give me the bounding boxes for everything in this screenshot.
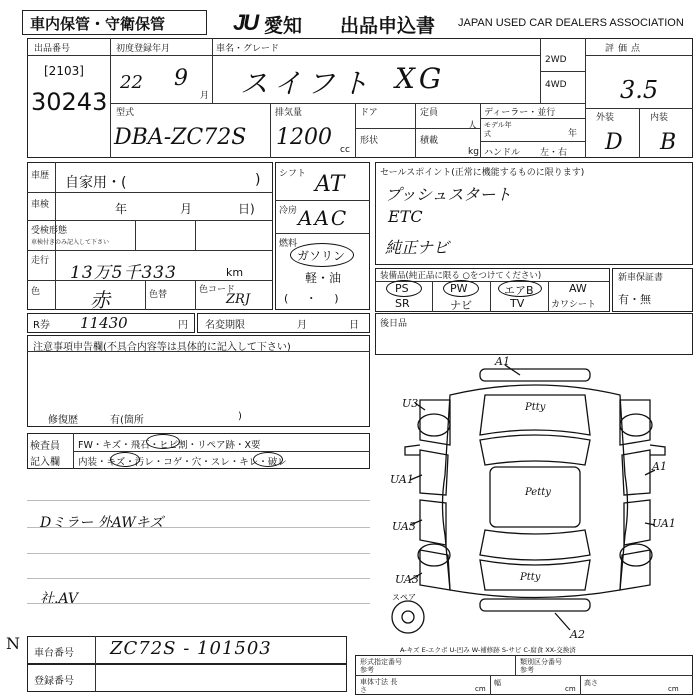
name-change-label: 名変期限 bbox=[205, 320, 245, 331]
mark-right-rear-door: UA1 bbox=[652, 517, 676, 530]
recycle-value: 11430 bbox=[80, 314, 128, 332]
recycle-unit: 円 bbox=[178, 320, 188, 331]
spec-model-number: 形式指定番号 参考 bbox=[360, 658, 402, 674]
receipt-label: 受検形態 bbox=[31, 226, 68, 236]
spec-width: 幅 bbox=[494, 679, 501, 687]
mileage-value: 13万5千333 bbox=[70, 263, 177, 283]
mileage-unit: km bbox=[226, 266, 244, 279]
exterior-score: D bbox=[605, 130, 623, 155]
spec-height: 高さ bbox=[584, 679, 598, 687]
inspection-label: 車検 bbox=[31, 200, 50, 210]
equip-ps: PS bbox=[395, 282, 409, 295]
lot-label: 出品番号 bbox=[34, 44, 71, 54]
repair-close: ) bbox=[238, 411, 242, 422]
equip-navi: ナビ bbox=[450, 299, 472, 312]
handle-label: ハンドル bbox=[484, 148, 521, 158]
warranty-label: 新車保証書 bbox=[618, 273, 664, 283]
capacity-label: 定員 bbox=[420, 108, 439, 118]
stone-chip-circle bbox=[146, 434, 180, 449]
mark-right-front-door: A1 bbox=[652, 460, 667, 473]
mark-left-rear-door: UA3 bbox=[392, 520, 416, 533]
fuel-gasoline: ガソリン bbox=[297, 249, 346, 263]
remark-1: Dミラー 外AWキズ bbox=[40, 515, 164, 531]
registration-month-suffix: 月 bbox=[200, 91, 210, 101]
spec-length: 車体寸法 長さ bbox=[360, 678, 398, 694]
inspector-line-1: FW・キズ・飛石・ヒビ割・リペア跡・X要 bbox=[78, 440, 261, 451]
color-label: 色 bbox=[31, 287, 41, 297]
equip-airbag: エアB bbox=[504, 284, 534, 297]
history-close: ) bbox=[255, 172, 261, 188]
inspector-label-1: 検査員 bbox=[30, 441, 60, 452]
repair-label: 修復歴 bbox=[48, 415, 78, 426]
notes-label: 注意事項申告欄(不具合内容等は具体的に記入して下さい) bbox=[33, 342, 291, 353]
equip-tv: TV bbox=[510, 297, 525, 310]
label-hood: Ptty bbox=[525, 402, 546, 413]
warranty-value: 有・無 bbox=[618, 293, 651, 306]
remark-2: 社.AV bbox=[40, 591, 78, 607]
load-unit: kg bbox=[468, 147, 479, 157]
equip-aw: AW bbox=[569, 282, 587, 295]
spare-label: スペア bbox=[392, 593, 416, 602]
interior-score: B bbox=[660, 130, 677, 155]
fuel-label: 燃料 bbox=[279, 239, 298, 249]
equipment-label: 装備品(純正品に限る ○をつけてください) bbox=[380, 271, 542, 281]
score-value: 3.5 bbox=[620, 76, 659, 104]
label-trunk: Ptty bbox=[520, 572, 541, 583]
mileage-label: 走行 bbox=[31, 256, 50, 266]
model-name: スイフト bbox=[240, 67, 375, 100]
color-code-label: 色コード bbox=[199, 285, 236, 295]
registration-label: 初度登録年月 bbox=[116, 44, 171, 54]
capacity-unit: 人 bbox=[468, 121, 478, 131]
after-day-box bbox=[375, 313, 693, 355]
recycle-label: R券 bbox=[33, 320, 50, 331]
mark-rear-bumper: A2 bbox=[570, 628, 585, 641]
load-label: 積載 bbox=[420, 136, 439, 146]
storage-label: 車内保管・守衛保管 bbox=[30, 16, 166, 33]
damage-legend: A-キズ E-エクボ U-凹み W-補修跡 S-サビ C-腐食 XX-交換済 bbox=[400, 646, 576, 654]
mark-left-front: U3 bbox=[402, 397, 419, 410]
handle-value: 左・右 bbox=[540, 148, 568, 158]
interior-label: 内装 bbox=[650, 113, 669, 123]
association-name: JAPAN USED CAR DEALERS ASSOCIATION bbox=[458, 17, 684, 29]
name-change-month: 月 bbox=[297, 320, 307, 331]
mark-front-bumper: A1 bbox=[495, 355, 510, 368]
displacement-value: 1200 bbox=[276, 125, 332, 150]
equip-pw: PW bbox=[450, 282, 468, 295]
scuff-circle bbox=[253, 452, 283, 467]
history-label: 車歴 bbox=[31, 171, 50, 181]
mark-left-front-door: UA1 bbox=[390, 473, 414, 486]
selling-point-2: ETC bbox=[388, 207, 423, 226]
registration-year: 22 bbox=[120, 72, 143, 93]
inspection-year: 年 bbox=[115, 202, 128, 216]
color-code-value: ZRJ bbox=[226, 292, 251, 307]
model-grade: XG bbox=[395, 62, 446, 95]
spec-width-unit: cm bbox=[565, 685, 576, 693]
equip-seat: カワシート bbox=[551, 300, 597, 310]
selling-points-label: セールスポイント(正常に機能するものに限ります) bbox=[380, 168, 585, 178]
ac-label: 冷房 bbox=[279, 206, 298, 216]
displacement-unit: cc bbox=[340, 145, 350, 155]
spec-class-number: 類別区分番号 参考 bbox=[520, 658, 562, 674]
after-day-label: 後日品 bbox=[380, 319, 408, 329]
receipt-note: 車検付きのみ記入して下さい bbox=[31, 239, 110, 246]
ac-value: AAC bbox=[298, 206, 349, 230]
fuel-other: ( ・ ) bbox=[284, 292, 339, 305]
drive-4wd: 4WD bbox=[545, 80, 567, 90]
repair-value: 有(箇所 bbox=[110, 415, 144, 426]
dealer-label: ディーラー・並行 bbox=[484, 108, 556, 118]
shape-label: 形状 bbox=[360, 136, 379, 146]
lot-number: 30243 bbox=[31, 88, 108, 116]
door-label: ドア bbox=[360, 108, 378, 118]
model-year-label: モデル年式 bbox=[484, 121, 512, 138]
displacement-label: 排気量 bbox=[275, 108, 303, 118]
type-label: 型式 bbox=[116, 108, 135, 118]
ju-logo: JU bbox=[233, 10, 258, 35]
plate-box bbox=[27, 664, 347, 692]
color-value: 赤 bbox=[90, 288, 110, 312]
org-name: 愛知 bbox=[264, 16, 303, 37]
spec-length-unit: cm bbox=[475, 685, 486, 693]
inspection-month: 月 bbox=[180, 202, 193, 216]
exterior-label: 外装 bbox=[596, 113, 615, 123]
inspector-label-2: 記入欄 bbox=[30, 457, 60, 468]
equip-sr: SR bbox=[395, 297, 410, 310]
model-year-suffix: 年 bbox=[568, 129, 578, 139]
spec-height-unit: cm bbox=[668, 685, 679, 693]
inspector-line-2: 内装・キズ・汚レ・コゲ・穴・スレ・キレ・破レ bbox=[78, 457, 287, 468]
shift-value: AT bbox=[315, 172, 345, 197]
inspection-day: 日) bbox=[238, 202, 255, 216]
chassis-value: ZC72S - 101503 bbox=[110, 638, 272, 659]
registration-month: 9 bbox=[174, 66, 188, 91]
plate-label: 登録番号 bbox=[34, 676, 74, 687]
drive-2wd: 2WD bbox=[545, 55, 567, 65]
model-label: 車名・グレード bbox=[216, 44, 280, 54]
margin-mark: N bbox=[6, 634, 20, 653]
scratch-circle bbox=[110, 452, 140, 467]
score-label: 評価点 bbox=[605, 44, 645, 54]
selling-point-1: プッシュスタート bbox=[385, 185, 512, 204]
mark-left-rear: UA3 bbox=[395, 573, 419, 586]
color-change-label: 色替 bbox=[149, 290, 168, 300]
label-roof: Petty bbox=[525, 487, 551, 498]
form-title: 出品申込書 bbox=[340, 16, 436, 37]
name-change-day: 日 bbox=[349, 320, 359, 331]
lot-sub-number: [2103] bbox=[44, 64, 84, 78]
shift-label: シフト bbox=[279, 169, 307, 179]
selling-point-3: 純正ナビ bbox=[385, 238, 450, 257]
type-value: DBA-ZC72S bbox=[114, 125, 247, 150]
vehicle-damage-diagram bbox=[380, 355, 690, 655]
fuel-diesel: 軽・油 bbox=[305, 271, 342, 285]
chassis-label: 車台番号 bbox=[34, 648, 74, 659]
history-value: 自家用・( bbox=[65, 175, 127, 191]
